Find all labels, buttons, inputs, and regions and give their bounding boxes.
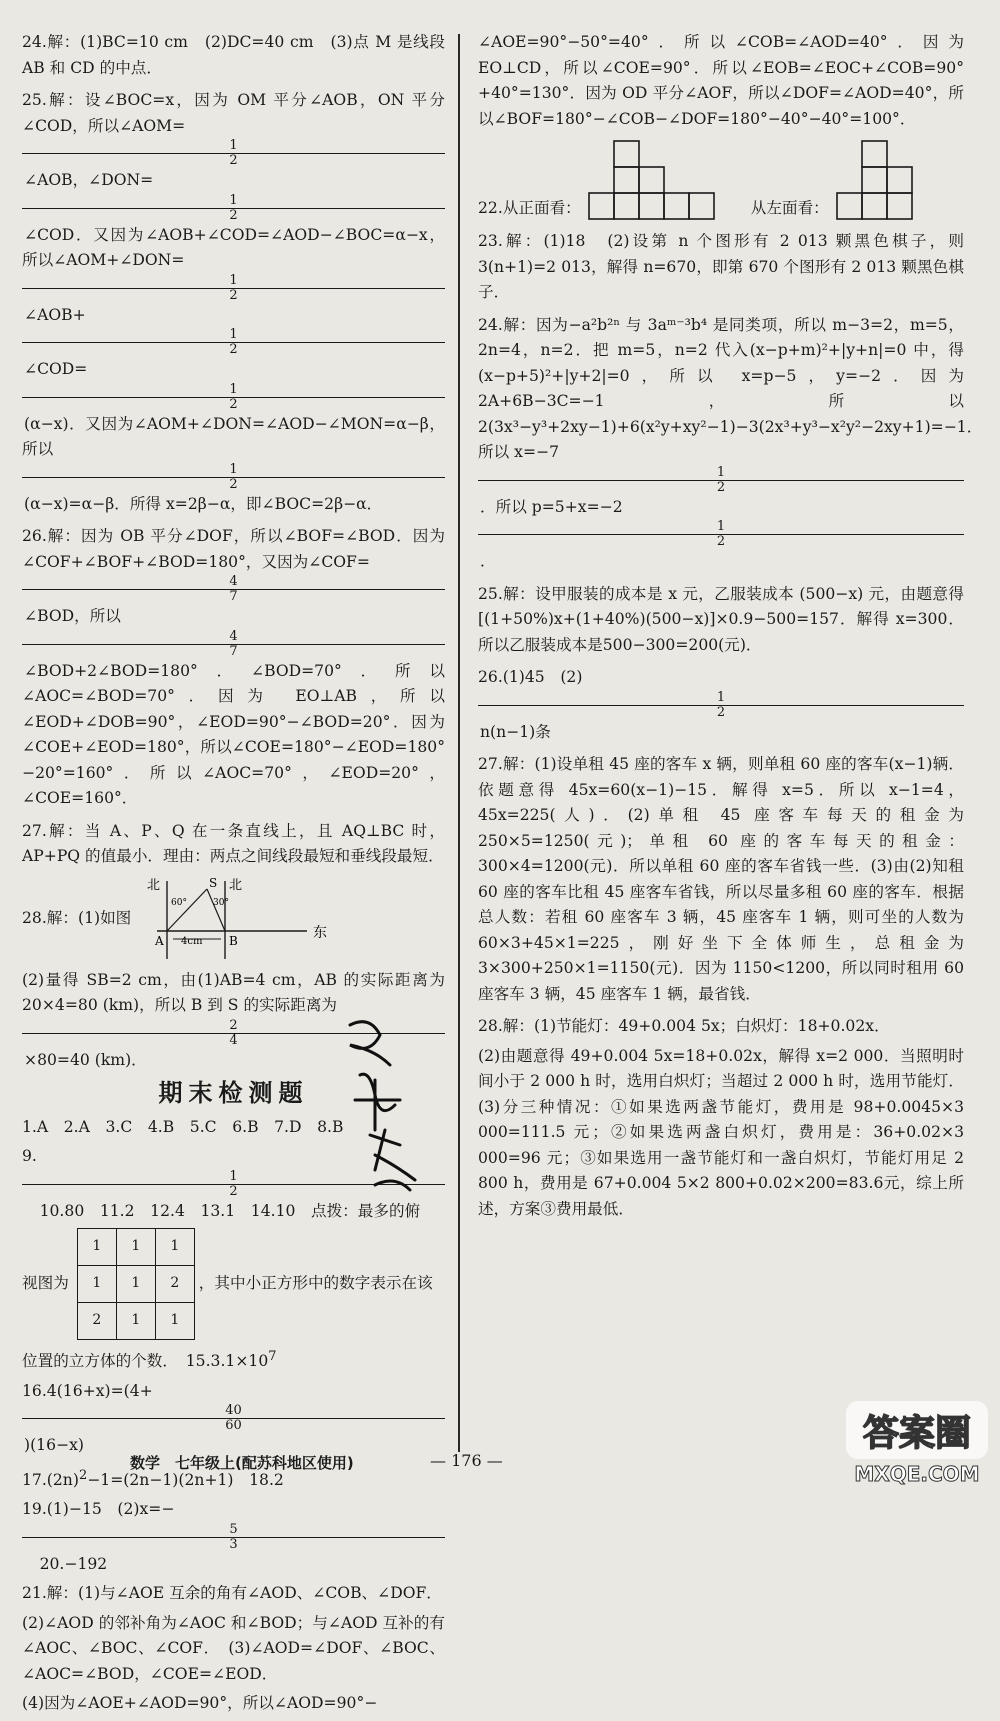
front-view-figure bbox=[587, 139, 719, 223]
watermark-icon bbox=[842, 1395, 992, 1487]
page-number: — 176 — bbox=[430, 1451, 503, 1470]
direction-diagram bbox=[137, 875, 337, 963]
answer-28-figure bbox=[22, 874, 445, 964]
fraction: 5 3 bbox=[22, 1523, 445, 1552]
answer-27-right: 27.解：(1)设单租 45 座的客车 x 辆，则单租 60 座的客车(x−1)辆．依题意得 45x=60(x−1)−15．解得 x=5．所以 x−1=4，45x=225(人)．(2)单租 45 座客车每天的租金为 250×5=1250(元)；单租 60 座的客车每天的租金：300×4=1200(元)．所以单租 60 座的客车省钱一些．(3)由(2)知租 60 座的客车比租 45 座客车省钱，所以尽量多租 60 座的客车．根据总人数：若租 60 座客车 3 辆，45 座客车 1 辆，则可坐的人数为 60×3+45×1=225，刚好坐下全体师生，总租金为 3×300+250×1=1150(元)．因为 1150<1200，所以同时租用 60 座客车 3 辆，45 座客车 1 辆，最省钱． bbox=[478, 755, 964, 1003]
answer-22-views bbox=[478, 139, 964, 223]
fraction: 1 2 bbox=[478, 466, 964, 495]
fraction: 1 2 bbox=[22, 194, 445, 223]
north-label-2: 北 bbox=[229, 877, 243, 893]
answer-28-right-part1: 28.解：(1)节能灯：49+0.004 5x；白炽灯：18+0.02x． bbox=[478, 1017, 890, 1035]
section-title: 期末检测题 bbox=[158, 1079, 309, 1107]
point-b: B bbox=[229, 933, 239, 948]
answers-9-14: 9. 1 2 10.80 11.2 12.4 13.1 14.10 点拨：最多的俯 bbox=[22, 1144, 445, 1224]
fraction: 1 2 bbox=[22, 463, 445, 492]
fraction: 1 2 bbox=[22, 328, 445, 357]
grid-cell: 2 bbox=[77, 1303, 116, 1340]
answer-28-right-part2: (2)由题意得 49+0.004 5x=18+0.02x，解得 x=2 000．当照明时间小于 2 000 h 时，选用白炽灯；当超过 2 000 h 时，选用节能灯．(3)分三种情况：①如果选两盏节能灯，费用是 98+0.0045×3 000=111.5 元；②如果选两盏白炽灯，费用是：36+0.02×3 000=96 元；③如果选用一盏节能灯和一盏白炽灯，节能灯用足 2 800 h，费用是 67+0.004 5×2 800+0.02×200=83.6元，综上所述，方案③费用最低． bbox=[478, 1046, 964, 1218]
footer-subject: 数学 七年级上(配苏科地区使用) bbox=[130, 1454, 354, 1472]
right-column bbox=[478, 30, 983, 1229]
grid-cell: 1 bbox=[116, 1303, 155, 1340]
fraction: 1 2 bbox=[22, 383, 445, 412]
angle-30: 30° bbox=[213, 897, 230, 908]
answer-25: 25.解：设∠BOC=x，因为 OM 平分∠AOB，ON 平分∠COD，所以∠AOM= 1 2 ∠AOB，∠DON= 1 2 ∠COD．又因为∠AOB+∠COD=∠AOD−∠BOC=α−x，所以∠AOM+∠DON= 1 2 ∠AOB+ 1 2 ∠COD= 1 2 (α−x)．又因为∠AOM+∠DON=∠AOD−∠MON=α−β，所以 1 2 (α−x)=α−β．所得 x=2β−α，即∠BOC=2β−α． bbox=[22, 91, 445, 513]
fraction: 4 7 bbox=[22, 575, 445, 604]
answer-26-right: 26.(1)45 (2) 1 2 n(n−1)条 bbox=[478, 665, 964, 745]
fraction: 1 2 bbox=[478, 520, 964, 549]
fraction: 1 2 bbox=[22, 1170, 445, 1199]
grid-cell: 1 bbox=[116, 1266, 155, 1303]
fraction: 4 7 bbox=[22, 630, 445, 659]
top-view-suffix: ，其中小正方形中的数字表示在该 bbox=[198, 1274, 433, 1293]
point-s: S bbox=[209, 875, 218, 890]
top-view-answer bbox=[22, 1228, 445, 1340]
top-view-grid bbox=[77, 1228, 195, 1340]
left-view-figure bbox=[835, 139, 917, 223]
column-divider bbox=[458, 34, 460, 1452]
fraction: 1 2 bbox=[22, 274, 445, 303]
answers-19-20: 19.(1)−15 (2)x=− 5 3 20.−192 bbox=[22, 1497, 445, 1577]
grid-cell: 1 bbox=[116, 1229, 155, 1266]
east-label: 东 bbox=[313, 924, 328, 941]
answer-15: 位置的立方体的个数． $15.3.1\times 10^7$ bbox=[22, 1349, 277, 1371]
answer-21-part4: (4)因为∠AOE+∠AOD=90°，所以∠AOD=90°− bbox=[22, 1694, 378, 1713]
answer-21-part2: (2)∠AOD 的邻补角为∠AOC 和∠BOD；与∠AOD 互补的有∠AOC、∠BOC、∠COF． (3)∠AOD=∠DOF、∠BOC、∠AOC=∠BOD，∠COE=∠EOD． bbox=[22, 1613, 445, 1683]
north-label-1: 北 bbox=[147, 877, 161, 893]
point-a: A bbox=[155, 933, 164, 948]
grid-cell: 1 bbox=[155, 1229, 194, 1266]
answer-24: 24.解：(1)BC=10 cm (2)DC=40 cm (3)点 M 是线段 AB 和 CD 的中点． bbox=[22, 33, 445, 77]
answer-25-right: 25.解：设甲服装的成本是 x 元，乙服装成本 (500−x) 元，由题意得[(1+50%)x+(1+40%)(500−x)]×0.9−500=157．解得 x=300．所以乙服装成本是500−300=200(元)． bbox=[478, 584, 964, 654]
answer-28-part2: (2)量得 SB=2 cm，由(1)AB=4 cm，AB 的实际距离为 20×4=80 (km)，所以 B 到 S 的实际距离为 2 4 ×80=40 (km)． bbox=[22, 970, 445, 1069]
top-view-prefix: 视图为 bbox=[22, 1274, 69, 1293]
answer-16: 16.4(16+x)=(4+ 40 60 )(16−x) bbox=[22, 1379, 445, 1459]
answers-17-18: $17.(2n)^2-1=(2n-1)(2n+1)$ 18.2 bbox=[22, 1467, 284, 1489]
angle-60: 60° bbox=[171, 897, 188, 908]
handwriting-scribble bbox=[330, 1005, 440, 1205]
grid-cell: 1 bbox=[77, 1266, 116, 1303]
answer-26: 26.解：因为 OB 平分∠DOF，所以∠BOF=∠BOD．因为∠COF+∠BOF+∠BOD=180°，又因为∠COF= 4 7 ∠BOD，所以 4 7 ∠BOD+2∠BOD=180°．∠BOD=70°．所以∠AOC=∠BOD=70°．因为 EO⊥AB，所以∠EOD+∠DOB=90°，∠EOD=90°−∠BOD=20°．因为∠COE+∠EOD=180°，所以∠COE=180°−∠EOD=180°−20°=160°．所以∠AOC=70°，∠EOD=20°，∠COE=160°． bbox=[22, 527, 445, 807]
distance-label: 4cm bbox=[181, 935, 203, 947]
multiple-choice-answers: 1.A 2.A 3.C 4.B 5.C 6.B 7.D 8.B bbox=[22, 1117, 344, 1136]
front-view-label: 22.从正面看： bbox=[478, 198, 581, 217]
answer-24-right: 24.解：因为−a²b²ⁿ 与 3aᵐ⁻³b⁴ 是同类项，所以 m−3=2，m=5，2n=4，n=2．把 m=5，n=2 代入(x−p+m)²+|y+n|=0 中，得(x−p+5)²+|y+2|=0，所以 x=p−5，y=−2．因为 2A+6B−3C=−1，所以 2(3x³−y³+2xy−1)+6(x²y+xy²−1)−3(2x³+y³−x²y²−2xy+1)=−1．所以 x=−7 1 2 ．所以 p=5+x=−2 1 2 ． bbox=[478, 315, 983, 570]
answer-27: 27.解：当 A、P、Q 在一条直线上，且 AQ⊥BC 时，AP+PQ 的值最小．理由：两点之间线段最短和垂线段最短． bbox=[22, 821, 445, 865]
fraction: 1 2 bbox=[478, 691, 964, 720]
fraction: 40 60 bbox=[22, 1404, 445, 1433]
watermark-logo bbox=[842, 1395, 992, 1487]
answer-23: 23.解：(1)18 (2)设第 n 个图形有 2 013 颗黑色棋子，则 3(n+1)=2 013，解得 n=670，即第 670 个图形有 2 013 颗黑色棋子． bbox=[478, 232, 964, 301]
watermark-url: MXQE.COM bbox=[854, 1462, 980, 1486]
watermark-text: 答案圈 bbox=[862, 1413, 972, 1454]
grid-cell: 1 bbox=[77, 1229, 116, 1266]
answer-21-continued: ∠AOE=90°−50°=40°．所以∠COB=∠AOD=40°．因为 EO⊥CD，所以∠COE=90°．所以∠EOB=∠EOC+∠COB=90°+40°=130°．因为 OD 平分∠AOF，所以∠DOF=∠AOD=40°，所以∠BOF=180°−∠COB−∠DOF=180°−40°−40°=100°． bbox=[478, 33, 964, 128]
grid-cell: 1 bbox=[155, 1303, 194, 1340]
answer-21-part1: 21.解：(1)与∠AOE 互余的角有∠AOD、∠COB、∠DOF． bbox=[22, 1584, 442, 1603]
answer-28-label: 28.解：(1)如图 bbox=[22, 908, 132, 927]
grid-cell: 2 bbox=[155, 1266, 194, 1303]
left-view-label: 从左面看： bbox=[750, 198, 829, 217]
fraction: 2 4 bbox=[22, 1019, 445, 1048]
fraction: 1 2 bbox=[22, 139, 445, 168]
